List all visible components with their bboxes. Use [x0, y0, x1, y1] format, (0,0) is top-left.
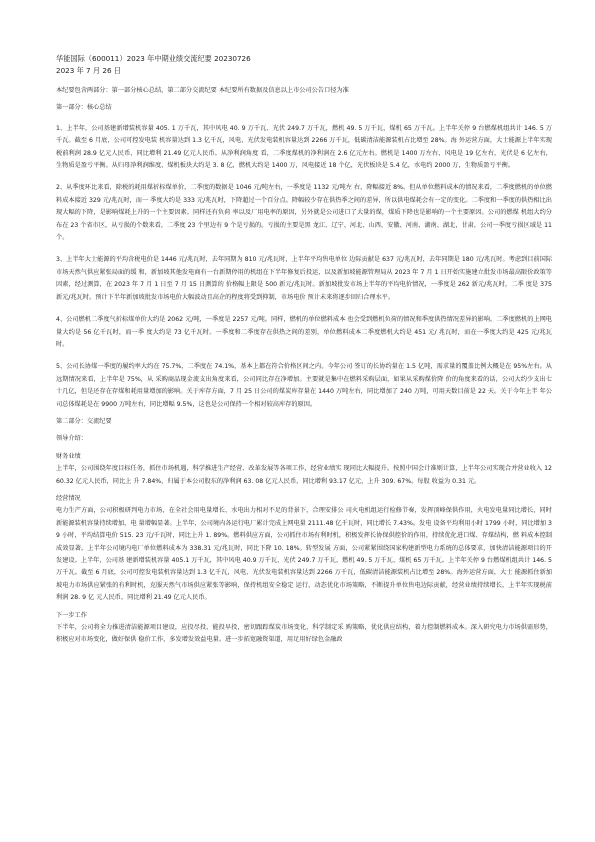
financial-paragraph: 上半年，公司围绕年度目标任务，抓住市场机遇，科学推进生产经营、改革发展等各项工作，经营业绩实 现同比大幅提升。按照中国会计准则计算，上半年公司实现合并营业收入 1260.32 亿元人民币，同比上 升 7.84%，归属于本公司股东的净利润 63. 08 亿元人民币，同比增利 93.17 亿元，上升 309. 67%。每股 收益为 0.31 元。 — [56, 465, 552, 485]
next-steps-paragraph: 下半年，公司将全力推进清洁能源项目建设，应投尽投、能投早投，密切跟踪煤炭市场变化，科学制定采 购策略，优化供应结构，着力控制燃料成本。深入研究电力市场供需形势，积极应对市场变化，做好保供 稳价工作，多发增发效益电量。进一步拓宽融资渠道，用足用好绿色金融政 — [56, 624, 552, 644]
financial-heading: 财务业绩 — [56, 452, 81, 460]
summary-paragraph-5: 5、公司长协煤一季度的履约率大约在 75.7%，二季度在 74.1%，基本上都在符合价格区间之内。今年公司 签订的长协约量在 1.5 亿吨，需求量的覆盖比例大概是在 95%左右。从远期情况来看，上半年是 75%，从 采购商品现金流支出角度来看，公司同比存在净增加。主要就是集中在燃料采购层面，如果从采购煤价降 价的角度来看的话，公司大约少支出七十几亿，但是还存在存煤和耗用量增加的影响。关于库存方面，7 月 25 日公司的煤炭库存量在 1440 万吨左右，同比增加了 240 万吨，可用天数目前是 22 天。关于今年上半 年公司总体煤耗是在 9900 万吨左右，同比增幅 9.5%，这也是公司保持一个相对较高库存的原因。 — [56, 363, 552, 408]
part2-heading: 第二部分：交流纪要 — [56, 417, 112, 425]
document-title: 华能国际（600011）2023 年中期业绩交流纪要 20230726 — [56, 54, 251, 63]
next-steps-heading: 下一步工作 — [56, 611, 87, 619]
part1-heading: 第一部分：核心总结 — [56, 104, 112, 112]
summary-paragraph-4: 4、公司燃机二季度气折标煤单价大约是 2062 元/吨，一季度是 2257 元/吨。同样，燃机的单位燃料成本 也会受到燃机负荷的情况和季度供热情况差异的影响。二季度燃机的上网电量大约是 56 亿千瓦时，而一季 度大约是 73 亿千瓦时。一季度和二季度存在供热之间的差别，单位燃料成本二季度燃机大约是 451 元/ 兆瓦时，而在一季度大约是 425 元/兆瓦时。 — [56, 316, 552, 348]
leader-heading: 领导介绍： — [56, 435, 87, 443]
operations-paragraph: 电力生产方面，公司积极研判电力市场，在全社会用电量增长、水电出力相对不足的背景下，合理安排公 司火电机组运行检修节奏，发挥顶峰保供作用，火电发电量同比增长，同时新能源装机容量持续增加，电 量增幅显著。上半年，公司境内各运行电厂累计完成上网电量 2111.48 亿千瓦时，同比增长 7.43%。发电 设备平均利用小时 1799 小时，同比增加 39 小时，平均结算电价 515. 23 元/千瓦时，同比上升 1. 89%。燃料供应方面，公司抓住市场有利时机，积极发挥长协保供控价的作用，持续优化进口煤、存煤结构，燃 料成本控制成效显著。上半年公司境内电厂单位燃料成本为 338.31 元/兆瓦时，同比下降 10. 18%。转型发展 方面，公司紧紧围绕国家构建新型电力系统的总体要求，加快清洁能源项目的开发建设。上半年，公司基 建新增装机容量 405.1 万千瓦，其中风电 40.9 万千瓦、光伏 249.7 万千瓦，燃机 49. 5 万千瓦、煤机 65 万千瓦。上半年关停 9 台燃煤机组共计 146. 5 万千瓦。截至 6 月底，公司可控发电装机容量达到 1.3 亿千瓦，风电、光伏发电装机容量达到 2266 万千瓦，低碳清洁能源装机占比增至 28%。海外运营方面，大士 能源抓住新加坡电力市场供应紧张的有利时机，克服天然气市场供应紧张等影响，保持机组安全稳定 运行，动态优化市场策略，不断提升单位售电边际贡献，经营业绩持续增长，上半年实现税前利润 28. 9 亿 元人民币，同比增利 21.49 亿元人民币。 — [56, 507, 552, 602]
operations-heading: 经营情况 — [56, 494, 81, 502]
summary-paragraph-2: 2、从季度环比来看，除税的耗用煤折标煤单价，二季度的数据是 1046 元/吨左右，一季度是 1132 元/吨左 右，降幅接近 8%。但从单位燃料成本的情况来看，二季度燃机的单位燃料成本接近 329 元/兆瓦时，而一 季度大约是 333 元/兆瓦时，下降超过一个百分点。降幅较少存在供热季之间的差异，所以供电煤耗会有一定的变化。二季度和一季度的供热相比出现大幅的下降，是影响煤耗上升的一个主要因素。同样还有负荷 率以及厂用电率的原因，另外就是公司进口了大量的煤，煤质下降也是影响的一个主要原因。公司的燃煤 机组大约分布在 23 个省市区，从亏损的个数来看，二季度 23 个里边有 9 个是亏损的。亏损的主要是黑 龙江、辽宁、河北、山西、安徽、河南、湖南、湖北，甘肃，公司一季度亏损区域是 11 个。 — [56, 184, 552, 242]
summary-paragraph-1: 1、上半年，公司基建新增装机容量 405. 1 万千瓦，其中风电 40. 9 万千瓦、光伏 249.7 万千瓦，燃机 49. 5 万千瓦，煤机 65 万千瓦。上半年关停 9 台燃煤机组共计 146. 5 万千瓦。截至 6 月底，公司可控发电装 机容量达到 1.3 亿千瓦，风电、光伏发电装机容量达到 2266 万千瓦，低碳清洁能源装机占比增至 28%。海 外运营方面，大士能源上半年实现税前利润 28.9 亿元人民币，同比增利 21.49 亿元人民币。从净利润角度 看，二季度煤机的净利润在 2.6 亿元左右。燃机是 1400 万左右，风电是 19 亿左右，光伏是 6 亿左右，生物质是盈亏平衡。从归母净利润维度，煤机板块大约是 3. 8 亿，燃机大约是 1400 万，风电接近 18 个亿，光伏板块是 5.4 亿，水电约 2000 万，生物质盈亏平衡。 — [56, 124, 552, 170]
document-date: 2023 年 7 月 26 日 — [56, 66, 121, 75]
summary-paragraph-3: 3、上半年大士能源的平均含税电价是 1446 元/兆瓦时，去年同期为 810 元/兆瓦时，上半年平均售电单位 边际贡献是 637 元/兆瓦时，去年同期是 180 元/兆瓦时。考虑到目前国际市场天然气供应紧张局面的缓 和，新加坡其他发电商有一台新期停用的机组在下半年修复后投运，以及新加坡能源管理局从 2023 年 7 月 1 日开始实施建立批发市场最高限价政策等因素，经过测算，在 2023 年 7 月 1 日至 7 月 15 日测算的 价格幅上限是 500 新元/兆瓦时。新加坡批发市场上半年的平均电价情况，一季度是 262 新元/兆瓦时，二季 度是 375 新元/兆瓦时。预计下半年新加坡批发市场电价大幅波动且高企的程度将受到抑制，市场电价 预计未来将逐步回归合理水平。 — [56, 256, 552, 301]
intro-line: 本纪要包含两部分：第一部分核心总结，第二部分交流纪要 本纪要所有数据及信息以上市公司公告口径为准 — [56, 87, 349, 94]
